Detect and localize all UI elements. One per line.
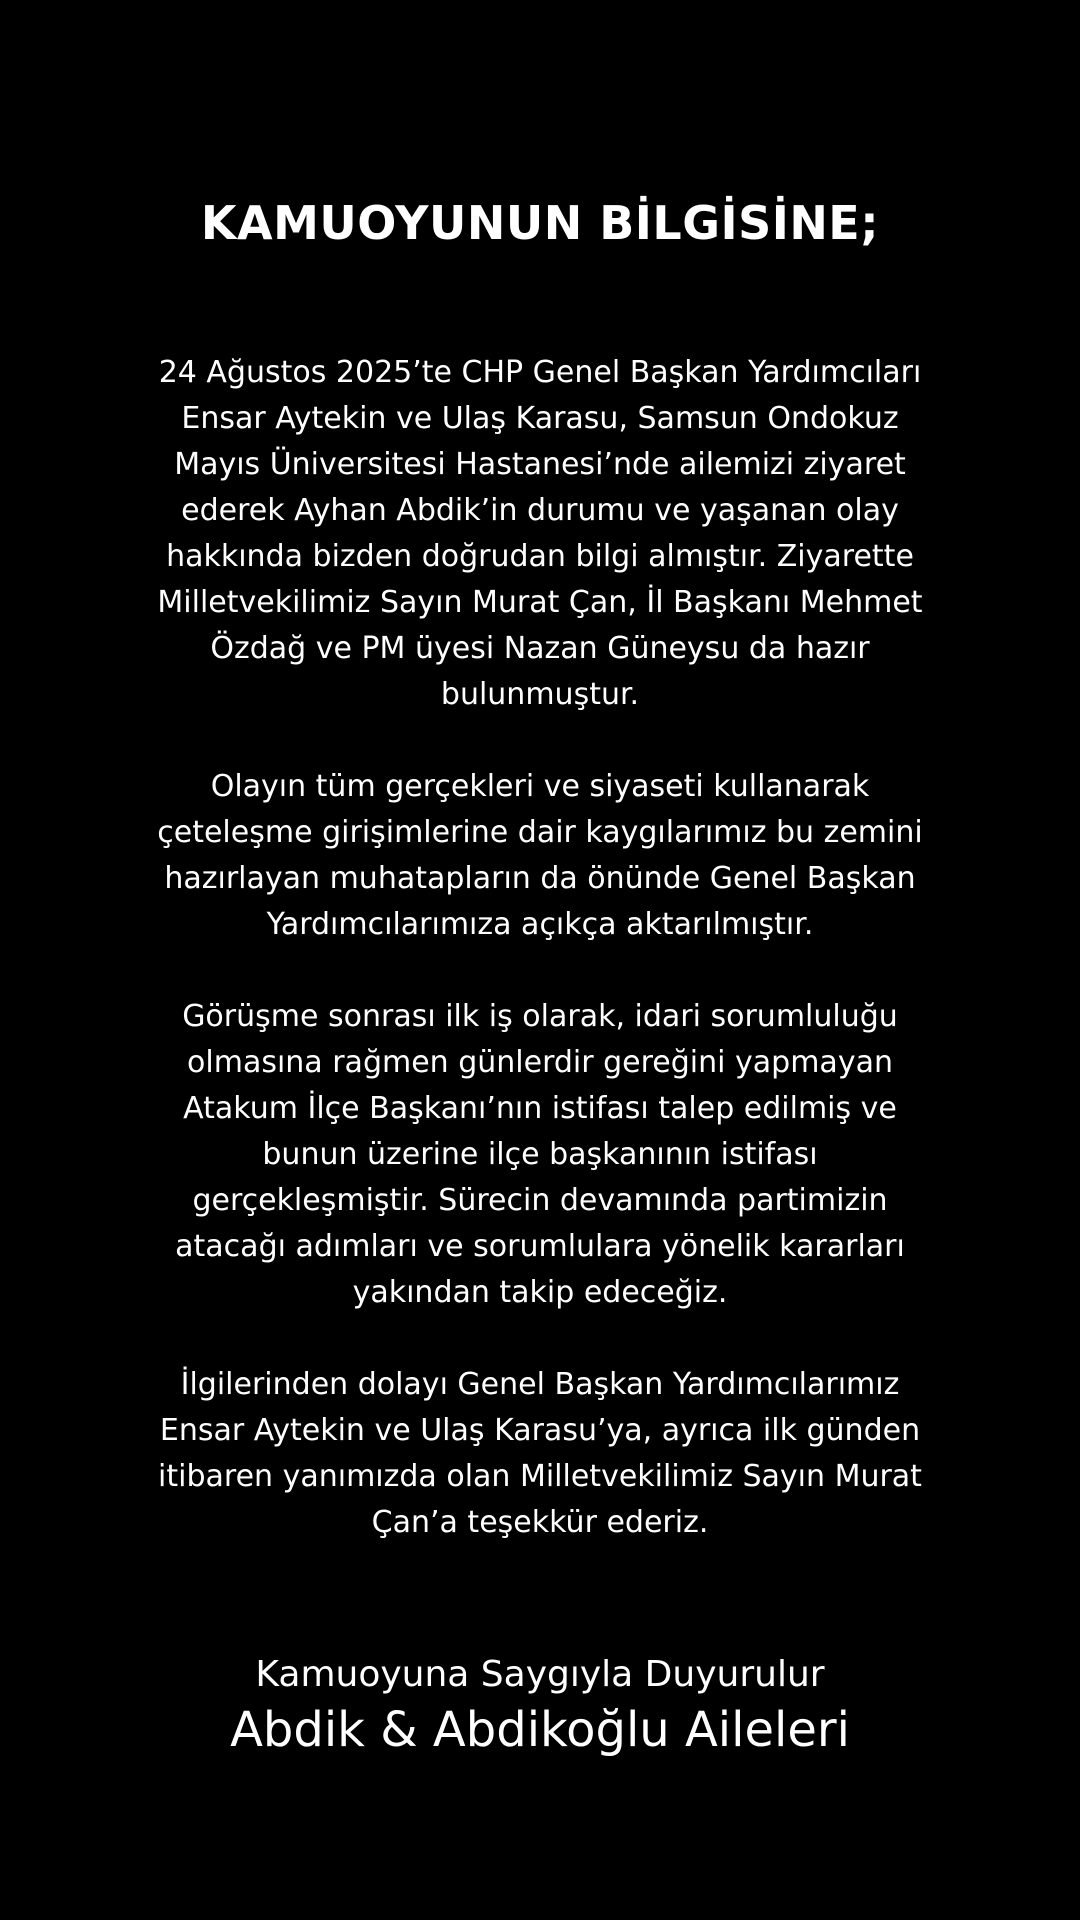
paragraph-line: İlgilerinden dolayı Genel Başkan Yardımcılarımız <box>180 1367 900 1402</box>
paragraph-line: hazırlayan muhatapların da önünde Genel Başkan <box>164 861 916 896</box>
paragraph-3 <box>80 994 1000 1316</box>
paragraph-line: itibaren yanımızda olan Milletvekilimiz Sayın Murat <box>158 1459 922 1494</box>
paragraph-line: Yardımcılarımıza açıkça aktarılmıştır. <box>266 907 814 942</box>
paragraph-line: Olayın tüm gerçekleri ve siyaseti kullanarak <box>210 769 870 804</box>
paragraph-line: Özdağ ve PM üyesi Nazan Güneysu da hazır <box>210 631 870 666</box>
paragraph-line: bulunmuştur. <box>440 677 640 712</box>
announcement-body <box>80 350 1000 1546</box>
paragraph-line: Görüşme sonrası ilk iş olarak, idari sorumluluğu <box>182 999 898 1034</box>
paragraph-spacer <box>80 1316 1000 1362</box>
paragraph-line: atacağı adımları ve sorumlulara yönelik kararları <box>175 1229 905 1264</box>
announcement-title: KAMUOYUNUN BİLGİSİNE; <box>200 196 880 250</box>
paragraph-spacer <box>80 948 1000 994</box>
signature: Abdik & Abdikoğlu Aileleri <box>230 1702 850 1758</box>
paragraph-line: Milletvekilimiz Sayın Murat Çan, İl Başkanı Mehmet <box>157 585 923 620</box>
paragraph-2 <box>80 764 1000 948</box>
paragraph-line: ederek Ayhan Abdik’in durumu ve yaşanan olay <box>181 493 899 528</box>
paragraph-line: Ensar Aytekin ve Ulaş Karasu’ya, ayrıca ilk günden <box>159 1413 921 1448</box>
paragraph-line: gerçekleşmiştir. Sürecin devamında partimizin <box>192 1183 888 1218</box>
paragraph-line: olmasına rağmen günlerdir gereğini yapmayan <box>187 1045 893 1080</box>
paragraph-line: Mayıs Üniversitesi Hastanesi’nde ailemizi ziyaret <box>174 447 906 482</box>
paragraph-line: 24 Ağustos 2025’te CHP Genel Başkan Yardımcıları <box>158 355 922 390</box>
paragraph-line: çeteleşme girişimlerine dair kaygılarımız bu zemini <box>157 815 923 850</box>
paragraph-line: Ensar Aytekin ve Ulaş Karasu, Samsun Ondokuz <box>181 401 899 436</box>
paragraph-1 <box>80 350 1000 718</box>
closing-line: Kamuoyuna Saygıyla Duyurulur <box>255 1654 825 1695</box>
paragraph-line: Çan’a teşekkür ederiz. <box>371 1505 709 1540</box>
paragraph-4 <box>80 1362 1000 1546</box>
paragraph-line: Atakum İlçe Başkanı’nın istifası talep edilmiş ve <box>183 1091 897 1126</box>
paragraph-spacer <box>80 718 1000 764</box>
paragraph-line: hakkında bizden doğrudan bilgi almıştır. Ziyarette <box>166 539 914 574</box>
paragraph-line: yakından takip edeceğiz. <box>352 1275 728 1310</box>
paragraph-line: bunun üzerine ilçe başkanının istifası <box>262 1137 818 1172</box>
